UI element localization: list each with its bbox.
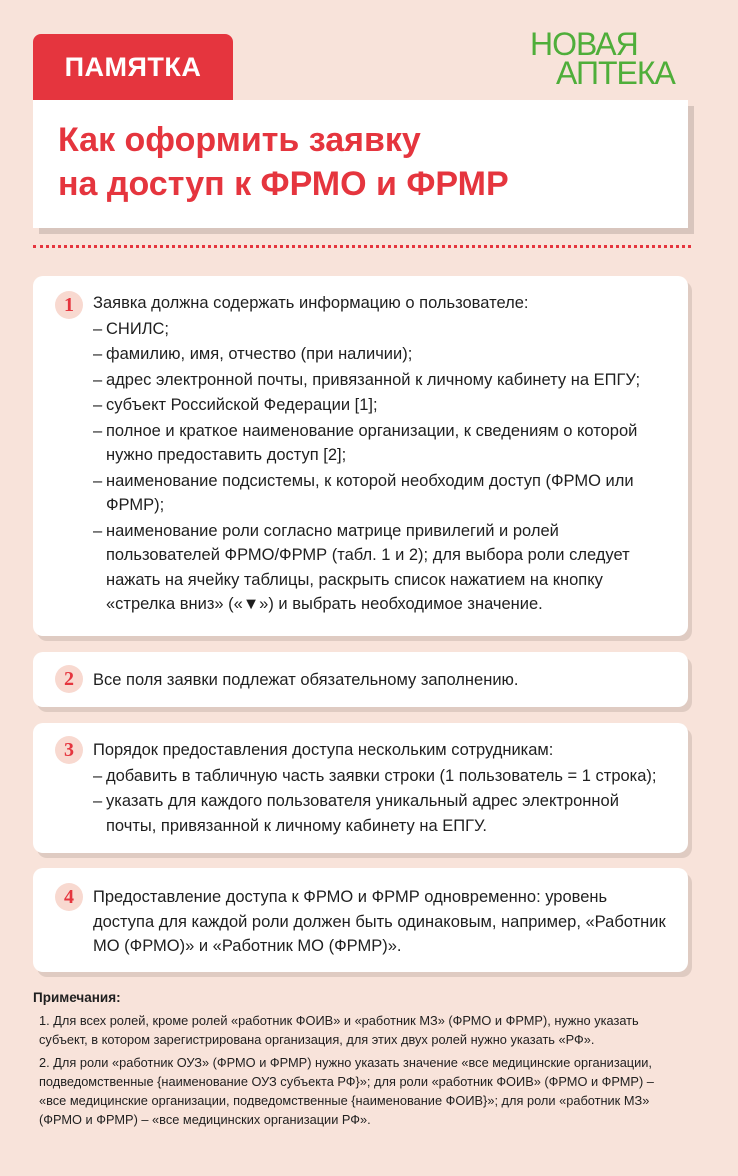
list-item: – наименование подсистемы, к которой необходим доступ (ФРМО или ФРМР); [93,469,668,518]
section-number-1: 1 [55,291,83,319]
section-content-2 [93,668,668,693]
list-item: – фамилию, имя, отчество (при наличии); [93,342,668,367]
section-card-2 [33,652,688,707]
list-item: – указать для каждого пользователя уникальный адрес электронной почты, привязанной к личному кабинету на ЕПГУ. [93,789,668,838]
list-item: – наименование роли согласно матрице привилегий и ролей пользователей ФРМО/ФРМР (табл. 1 и 2); для выбора роли следует нажать на ячейку таблицы, раскрыть список нажатием на кнопку «стрелка вниз» («▼») и выбрать необходимое значение. [93,519,668,617]
section-intro: Порядок предоставления доступа нескольким сотрудникам: [93,741,554,759]
section-intro: Заявка должна содержать информацию о пользователе: [93,294,529,312]
list-item: – субъект Российской Федерации [1]; [93,393,668,418]
list-item: – полное и краткое наименование организации, к сведениям о которой нужно предоставить доступ [2]; [93,419,668,468]
logo-line-2: АПТЕКА [556,55,675,91]
list-item: – добавить в табличную часть заявки строки (1 пользователь = 1 строка); [93,764,668,789]
list-item: – СНИЛС; [93,317,668,342]
dotted-divider [33,245,691,248]
list-item: – адрес электронной почты, привязанной к личному кабинету на ЕПГУ; [93,368,668,393]
section-number-2: 2 [55,665,83,693]
section-content-4 [93,885,668,959]
page-title-line-2: на доступ к ФРМО и ФРМР [58,165,509,203]
note-item: 1. Для всех ролей, кроме ролей «работник ФОИВ» и «работник МЗ» (ФРМО и ФРМР), нужно указать субъект, в котором зарегистрирована организация, для этих двух ролей нужно указать «РФ». [39,1013,639,1047]
title-card [33,100,688,228]
section-intro: Все поля заявки подлежат обязательному заполнению. [93,671,519,689]
section-card-4 [33,868,688,972]
logo-line-1: НОВАЯ [530,26,638,62]
section-card-1 [33,276,688,636]
section-content-3 [93,738,668,838]
notes-heading: Примечания: [33,990,121,1005]
page-title-line-1: Как оформить заявку [58,121,421,159]
brand-logo [530,26,675,91]
notes-block [33,988,683,1129]
note-item: 2. Для роли «работник ОУЗ» (ФРМО и ФРМР) нужно указать значение «все медицинские организации, подведомственные {наименование ОУЗ субъекта РФ}»; для роли «работник ФОИВ» (ФРМО и ФРМР) – «все медицинские организации, подведомственные {наименование ФОИВ}»; для роли «работник МЗ» (ФРМО и ФРМР) – «все медицинских организации РФ». [39,1055,654,1127]
section-number-4: 4 [55,883,83,911]
section-number-3: 3 [55,736,83,764]
section-content-1 [93,291,668,617]
memo-badge: ПАМЯТКА [33,34,233,100]
section-intro: Предоставление доступа к ФРМО и ФРМР одновременно: уровень доступа для каждой роли должен быть одинаковым, например, «Работник МО (ФРМО)» и «Работник МО (ФРМР)». [93,888,666,955]
section-card-3 [33,723,688,853]
